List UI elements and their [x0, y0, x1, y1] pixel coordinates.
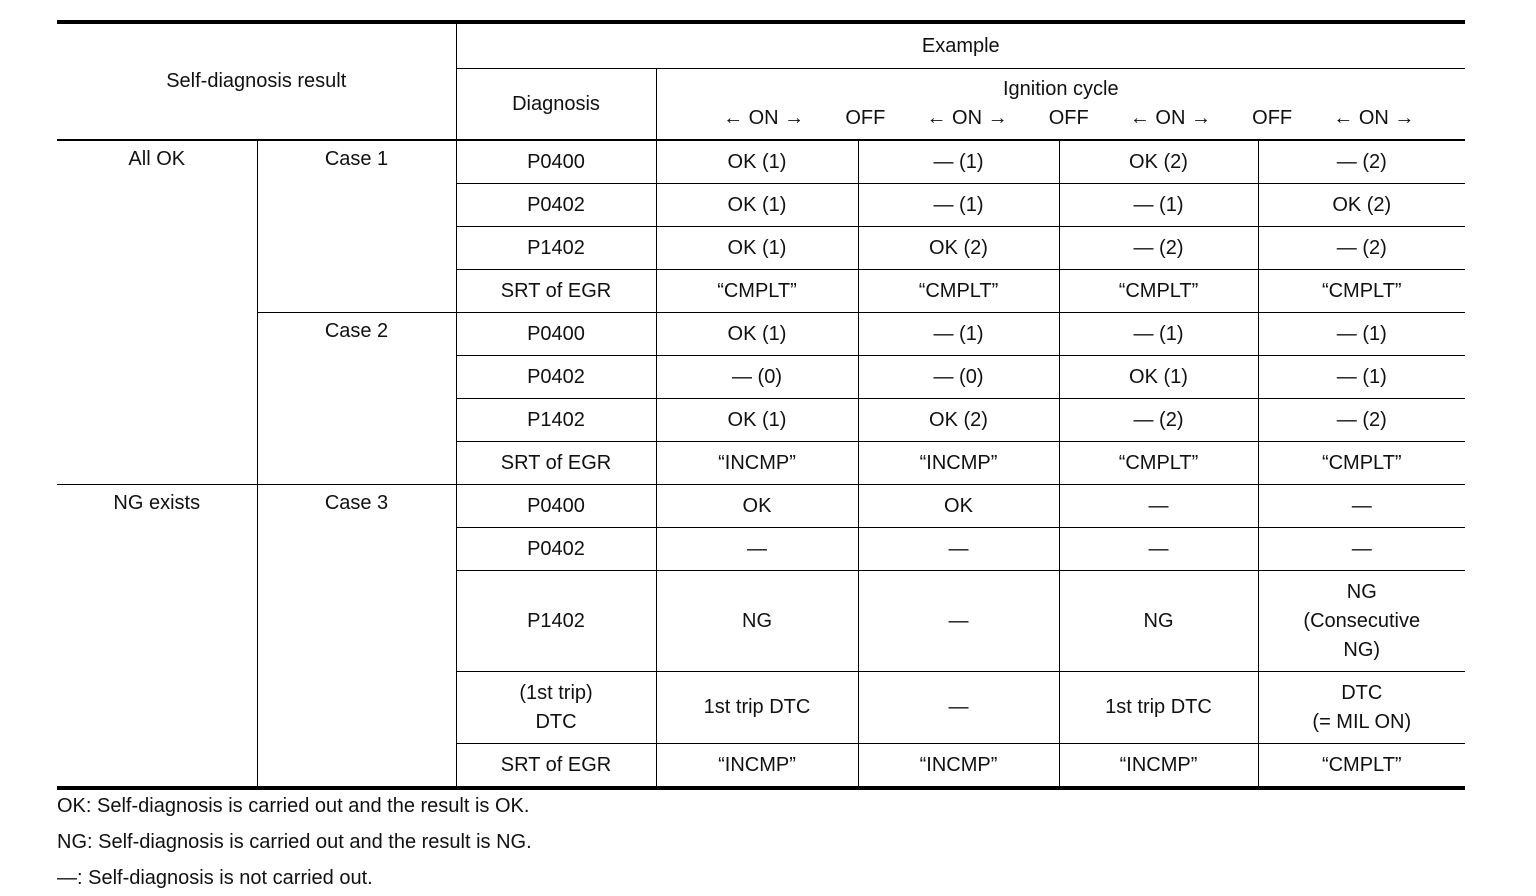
result-cell: “CMPLT”: [1059, 270, 1258, 313]
case-label: Case 3: [257, 485, 456, 789]
result-cell: NG: [1059, 571, 1258, 672]
table-row: [57, 313, 1465, 356]
cycle-off-1: OFF: [845, 107, 886, 129]
diagnosis-line: (1st trip): [519, 681, 593, 704]
diagnosis-code: P0402: [456, 356, 656, 399]
cycle-on-3: ← ON →: [1129, 107, 1211, 129]
result-cell: — (1): [1059, 184, 1258, 227]
diagnosis-code: P0400: [456, 140, 656, 184]
result-cell: — (1): [858, 313, 1059, 356]
group-label-all-ok: All OK: [57, 140, 257, 485]
result-line: NG: [1346, 580, 1377, 603]
result-cell: 1st trip DTC: [656, 672, 858, 744]
ignition-cycle-title: Ignition cycle: [1002, 78, 1119, 100]
result-cell: OK (1): [656, 184, 858, 227]
result-cell: —: [656, 528, 858, 571]
result-cell: — (2): [1258, 399, 1465, 442]
result-cell: —: [1059, 528, 1258, 571]
table-row: [57, 140, 1465, 184]
result-cell: 1st trip DTC: [1059, 672, 1258, 744]
diagnosis-code: P1402: [456, 571, 656, 672]
diagnosis-code: P0402: [456, 528, 656, 571]
self-diagnosis-result-header: Self-diagnosis result: [57, 22, 456, 140]
result-cell: —: [858, 571, 1059, 672]
cycle-off-2: OFF: [1048, 107, 1089, 129]
diagnosis-code: SRT of EGR: [456, 270, 656, 313]
example-header: Example: [456, 22, 1465, 69]
result-cell: —: [1258, 528, 1465, 571]
cycle-off-3: OFF: [1252, 107, 1293, 129]
result-line: (Consecutive: [1303, 609, 1421, 632]
result-line: NG): [1343, 638, 1381, 661]
result-cell: OK (2): [858, 399, 1059, 442]
result-cell: “INCMP”: [1059, 744, 1258, 789]
ignition-cycle-sequence: [657, 104, 1466, 133]
result-line: (= MIL ON): [1312, 710, 1412, 733]
result-cell: “CMPLT”: [1258, 744, 1465, 789]
result-cell: — (0): [858, 356, 1059, 399]
result-cell: — (2): [1258, 227, 1465, 270]
result-line: DTC: [1341, 681, 1383, 704]
case-label: Case 1: [257, 140, 456, 313]
result-cell: — (2): [1059, 227, 1258, 270]
result-cell: OK (2): [1059, 140, 1258, 184]
result-cell: —: [858, 672, 1059, 744]
result-cell: OK (1): [656, 227, 858, 270]
result-cell-multiline: [1258, 571, 1465, 672]
result-cell: — (1): [858, 140, 1059, 184]
result-cell: — (2): [1258, 140, 1465, 184]
diagnosis-header: Diagnosis: [456, 69, 656, 141]
diagnosis-code-multiline: [456, 672, 656, 744]
result-cell: OK (1): [1059, 356, 1258, 399]
result-cell: — (1): [1059, 313, 1258, 356]
result-cell: “INCMP”: [858, 442, 1059, 485]
diagnosis-code: P0400: [456, 485, 656, 528]
result-cell: “CMPLT”: [656, 270, 858, 313]
result-cell: “CMPLT”: [858, 270, 1059, 313]
result-cell: — (2): [1059, 399, 1258, 442]
cycle-on-4: ← ON →: [1333, 107, 1415, 129]
result-cell: —: [1258, 485, 1465, 528]
result-cell: —: [1059, 485, 1258, 528]
diagnosis-code: SRT of EGR: [456, 442, 656, 485]
table-row: [57, 485, 1465, 528]
note-ok: OK: Self-diagnosis is carried out and the result is OK.: [57, 795, 530, 817]
ignition-cycle-header: [656, 69, 1465, 141]
note-ng: NG: Self-diagnosis is carried out and the result is NG.: [57, 831, 532, 853]
diagnosis-code: SRT of EGR: [456, 744, 656, 789]
cycle-on-2: ← ON →: [926, 107, 1008, 129]
result-cell: — (1): [858, 184, 1059, 227]
result-cell: OK: [656, 485, 858, 528]
result-cell: OK (2): [1258, 184, 1465, 227]
result-cell: “CMPLT”: [1258, 270, 1465, 313]
result-cell: OK (1): [656, 399, 858, 442]
result-cell: —: [858, 528, 1059, 571]
case-label: Case 2: [257, 313, 456, 485]
result-cell: — (0): [656, 356, 858, 399]
result-cell: — (1): [1258, 313, 1465, 356]
result-cell: “INCMP”: [858, 744, 1059, 789]
diagnosis-code: P1402: [456, 227, 656, 270]
result-cell: NG: [656, 571, 858, 672]
result-cell: “CMPLT”: [1059, 442, 1258, 485]
result-cell: OK (2): [858, 227, 1059, 270]
self-diagnosis-table-container: [57, 20, 1465, 790]
group-label-ng-exists: NG exists: [57, 485, 257, 789]
note-not-carried-out: —: Self-diagnosis is not carried out.: [57, 867, 373, 889]
result-cell: “INCMP”: [656, 442, 858, 485]
self-diagnosis-table: [57, 20, 1465, 790]
result-cell: OK (1): [656, 140, 858, 184]
result-cell: OK: [858, 485, 1059, 528]
diagnosis-code: P0400: [456, 313, 656, 356]
result-cell: “INCMP”: [656, 744, 858, 789]
result-cell: — (1): [1258, 356, 1465, 399]
cycle-on-1: ← ON →: [723, 107, 805, 129]
result-cell-multiline: [1258, 672, 1465, 744]
legend-notes: [57, 788, 532, 896]
diagnosis-code: P1402: [456, 399, 656, 442]
diagnosis-line: DTC: [535, 710, 577, 733]
result-cell: “CMPLT”: [1258, 442, 1465, 485]
diagnosis-code: P0402: [456, 184, 656, 227]
result-cell: OK (1): [656, 313, 858, 356]
